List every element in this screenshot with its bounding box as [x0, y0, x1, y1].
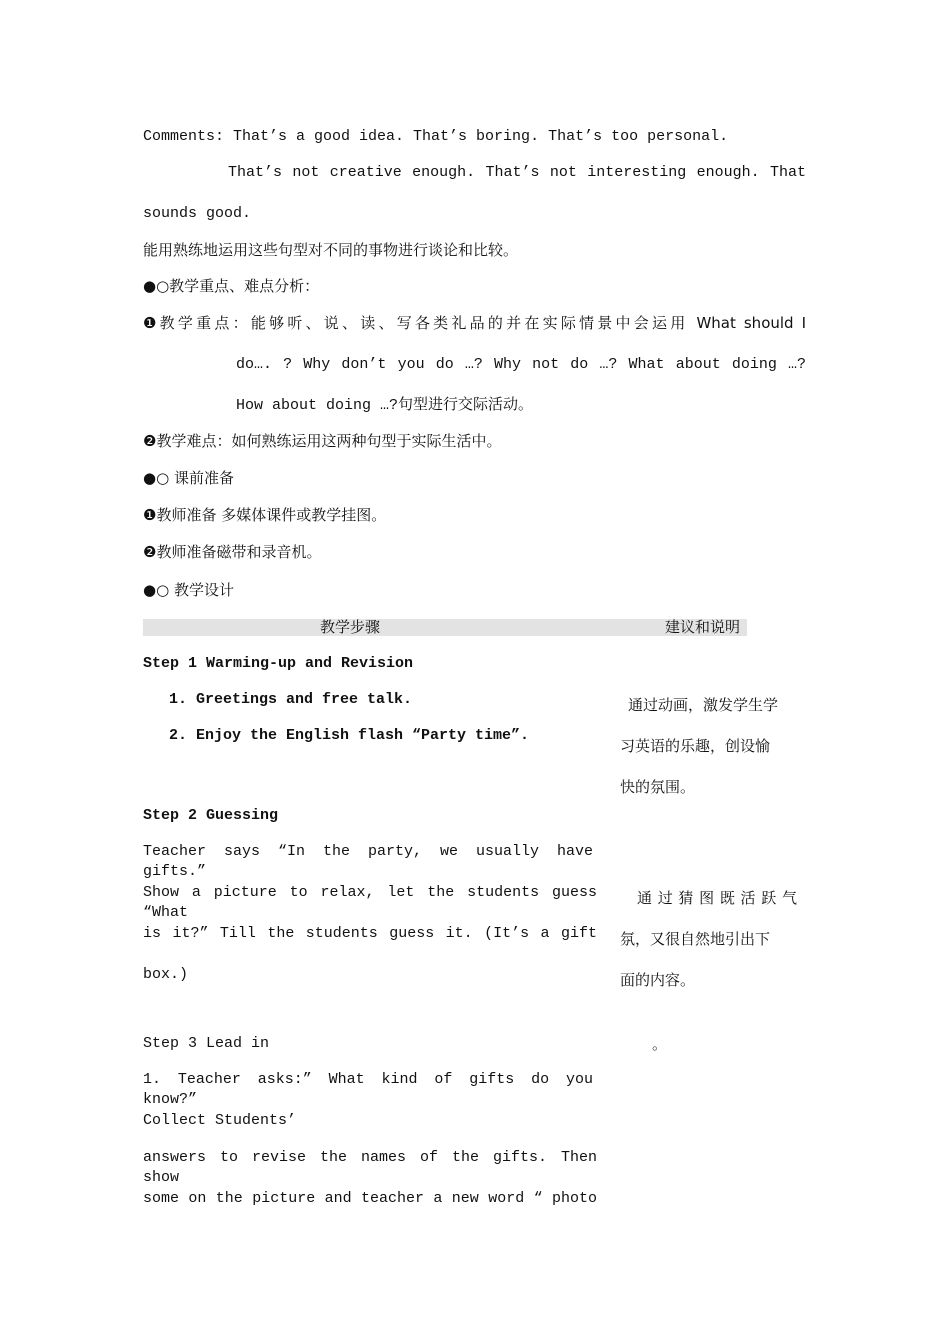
- focus-point-2: ❷教学难点：如何熟练运用这两种句型于实际生活中。: [143, 432, 502, 450]
- step3-line-3: answers to revise the names of the gifts. Then show: [143, 1149, 597, 1186]
- step1-item-1: 1. Greetings and free talk.: [169, 691, 413, 708]
- step1-note-line-1: 通过动画，激发学生学: [628, 696, 779, 714]
- step3-line-2: Collect Students’: [143, 1112, 297, 1129]
- goal-line: 能用熟练地运用这些句型对不同的事物进行谈论和比较。: [143, 241, 519, 259]
- step2-title: Step 2 Guessing: [143, 807, 279, 824]
- focus-point-1-line-3: How about doing …?句型进行交际活动。: [236, 397, 534, 414]
- step1-title: Step 1 Warming-up and Revision: [143, 655, 414, 672]
- step3-line-1: 1. Teacher asks:” What kind of gifts do you know?”: [143, 1071, 593, 1108]
- step2-line-2: Show a picture to relax, let the students guess “What: [143, 884, 597, 921]
- comments-line-2: That’s not creative enough. That’s not interesting enough. That: [228, 164, 806, 181]
- focus-point-1-line-1: ❶教学重点：能够听、说、读、写各类礼品的并在实际情景中会运用 What should I: [143, 314, 806, 332]
- step2-line-4: box.): [143, 966, 189, 983]
- step1-note-line-2: 习英语的乐趣，创设愉: [620, 737, 771, 755]
- prep-item-1: ❶教师准备 多媒体课件或教学挂图。: [143, 506, 387, 524]
- step3-title: Step 3 Lead in: [143, 1035, 270, 1052]
- table-header-notes: 建议和说明: [665, 618, 741, 636]
- step3-note: 。: [652, 1035, 668, 1053]
- comments-line-1: Comments: That’s a good idea. That’s boring. That’s too personal.: [143, 128, 729, 145]
- table-header-steps: 教学步骤: [320, 618, 381, 636]
- section-design-heading: ●○ 教学设计: [143, 581, 234, 599]
- step2-line-1: Teacher says “In the party, we usually have gifts.”: [143, 843, 593, 880]
- step1-note-line-3: 快的氛围。: [620, 778, 696, 796]
- step2-line-3: is it?” Till the students guess it. (It’s a gift: [143, 925, 597, 942]
- step1-item-2: 2. Enjoy the English flash “Party time”.: [169, 727, 530, 744]
- prep-item-2: ❷教师准备磁带和录音机。: [143, 543, 322, 561]
- step2-note-line-3: 面的内容。: [620, 971, 696, 989]
- step2-note-line-1: 通过猜图既活跃气: [637, 889, 797, 907]
- focus-point-1-line-2: do…. ? Why don’t you do …? Why not do …? What about doing …?: [236, 356, 806, 373]
- step2-note-line-2: 氛，又很自然地引出下: [620, 930, 771, 948]
- comments-line-3: sounds good.: [143, 205, 252, 222]
- table-header-bar: [143, 619, 747, 636]
- step3-line-4: some on the picture and teacher a new word “ photo: [143, 1190, 597, 1207]
- section-focus-heading: ●○教学重点、难点分析：: [143, 277, 320, 295]
- section-prep-heading: ●○ 课前准备: [143, 469, 234, 487]
